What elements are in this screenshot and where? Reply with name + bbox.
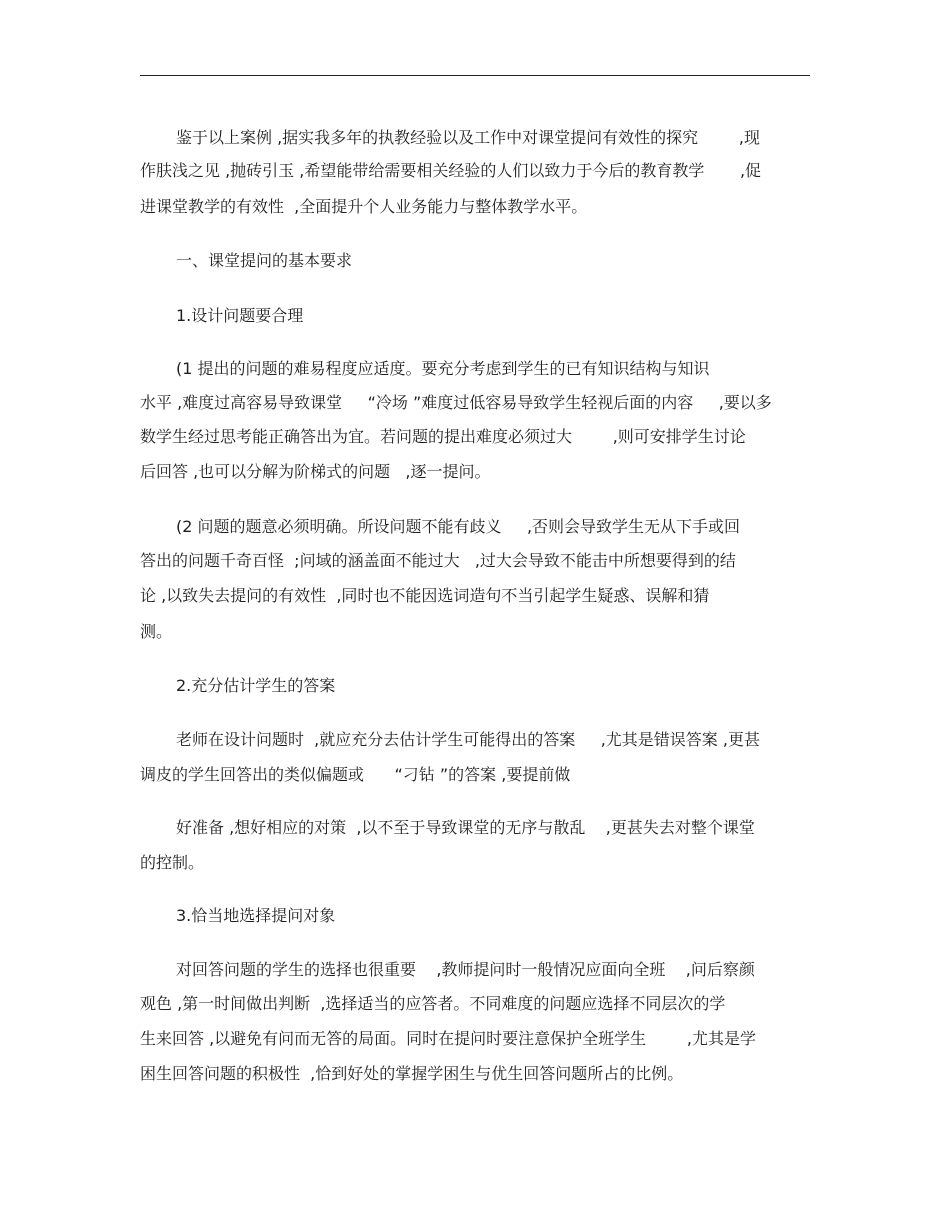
paragraph-line: 调皮的学生回答出的类似偏题或 “刁钻 ”的答案 ,要提前做 (140, 765, 571, 784)
subsection-heading: 3.恰当地选择提问对象 (176, 906, 336, 925)
paragraph-line: 进课堂教学的有效性 ,全面提升个人业务能力与整体教学水平。 (140, 197, 588, 216)
paragraph-line: 鉴于以上案例 ,据实我多年的执教经验以及工作中对课堂提问有效性的探究 ,现 (176, 128, 760, 147)
paragraph-line: 后回答 ,也可以分解为阶梯式的问题 ,逐一提问。 (140, 462, 491, 481)
paragraph-line: 数学生经过思考能正确答出为宜。若问题的提出难度必须过大 ,则可安排学生讨论 (140, 427, 746, 446)
paragraph-line: 生来回答 ,以避免有问而无答的局面。同时在提问时要注意保护全班学生 ,尤其是学 (140, 1029, 756, 1048)
paragraph-line: 好准备 ,想好相应的对策 ,以不至于导致课堂的无序与散乱 ,更甚失去对整个课堂 (176, 818, 755, 837)
paragraph-line: 的控制。 (140, 853, 205, 872)
paragraph-line: 观色 ,第一时间做出判断 ,选择适当的应答者。不同难度的问题应选择不同层次的学 (140, 994, 726, 1013)
paragraph-line: 作肤浅之见 ,抛砖引玉 ,希望能带给需要相关经验的人们以致力于今后的教育教学 ,促 (140, 161, 762, 180)
header-rule (140, 75, 810, 76)
paragraph-line: (2 问题的题意必须明确。所设问题不能有歧义 ,否则会导致学生无从下手或回 (176, 517, 741, 536)
paragraph-line: 对回答问题的学生的选择也很重要 ,教师提问时一般情况应面向全班 ,问后察颜 (176, 960, 755, 979)
section-heading: 一、课堂提问的基本要求 (176, 251, 353, 270)
paragraph-line: 水平 ,难度过高容易导致课堂 “冷场 ”难度过低容易导致学生轻视后面的内容 ,要以多 (140, 393, 772, 412)
paragraph-line: 论 ,以致失去提问的有效性 ,同时也不能因选词造句不当引起学生疑惑、误解和猜 (140, 586, 710, 605)
subsection-heading: 2.充分估计学生的答案 (176, 676, 336, 695)
paragraph-line: 困生回答问题的积极性 ,恰到好处的掌握学困生与优生回答问题所占的比例。 (140, 1064, 684, 1083)
subsection-heading: 1.设计问题要合理 (176, 306, 304, 325)
paragraph-line: (1 提出的问题的难易程度应适度。要充分考虑到学生的已有知识结构与知识 (176, 359, 710, 378)
paragraph-line: 测。 (140, 622, 173, 641)
paragraph-line: 老师在设计问题时 ,就应充分去估计学生可能得出的答案 ,尤其是错误答案 ,更甚 (176, 730, 760, 749)
paragraph-line: 答出的问题千奇百怪 ;问域的涵盖面不能过大 ,过大会导致不能击中所想要得到的结 (140, 551, 736, 570)
